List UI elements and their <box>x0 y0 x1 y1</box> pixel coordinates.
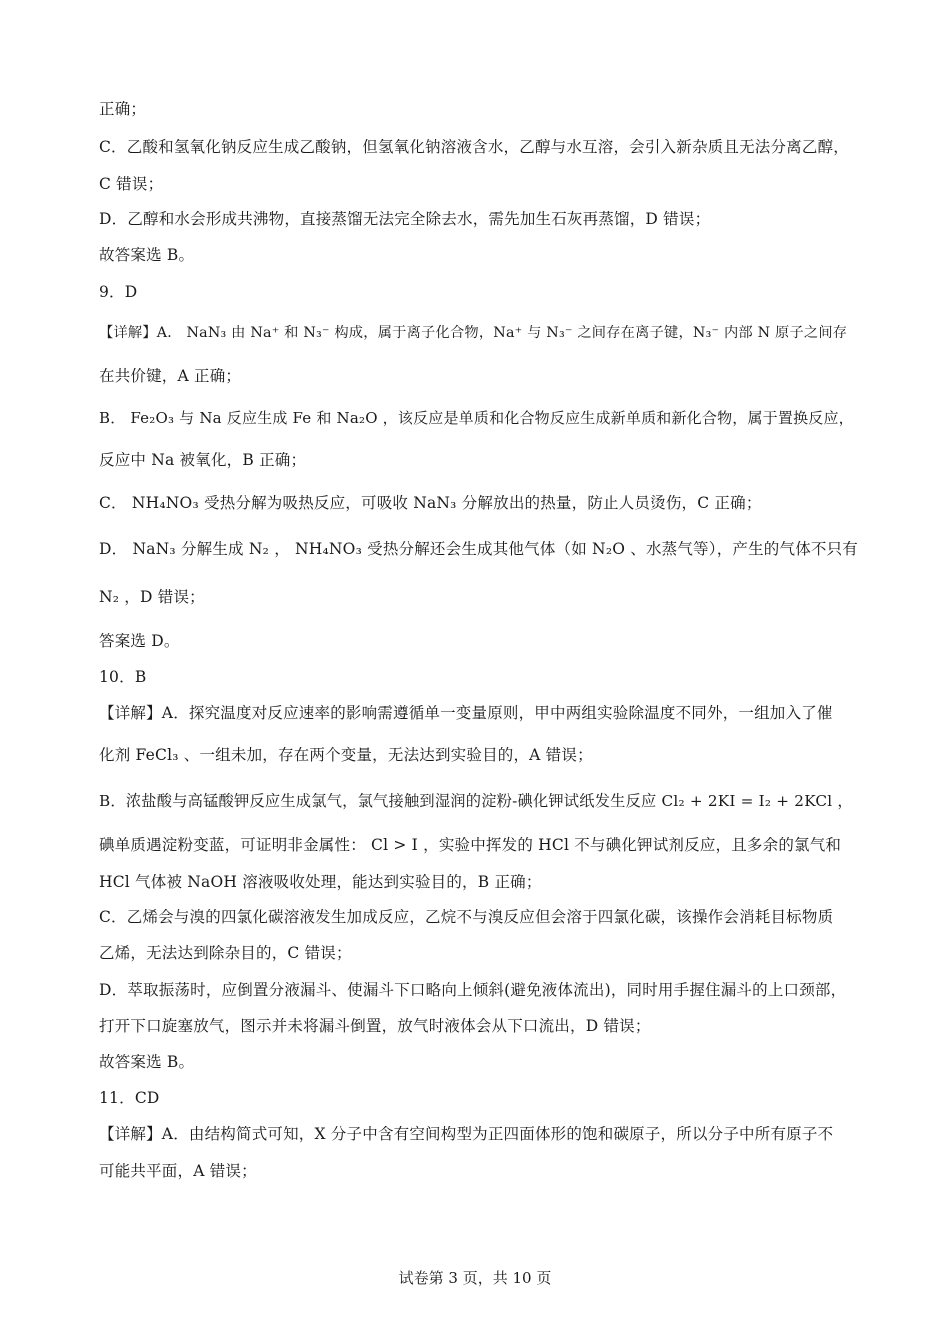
text-line: N₂ ，D 错误； <box>99 588 205 606</box>
text-line: D．乙醇和水会形成共沸物，直接蒸馏无法完全除去水，需先加生石灰再蒸馏，D 错误； <box>99 210 711 228</box>
text-line: 可能共平面，A 错误； <box>99 1162 257 1180</box>
question-number: 9．D <box>99 283 138 301</box>
text-line: C． NH₄NO₃ 受热分解为吸热反应，可吸收 NaN₃ 分解放出的热量，防止人员烫伤，C 正确； <box>99 494 762 512</box>
text-line: B． Fe₂O₃ 与 Na 反应生成 Fe 和 Na₂O ，该反应是单质和化合物反应生成新单质和新化合物，属于置换反应， <box>99 409 854 427</box>
text-line: 碘单质遇淀粉变蓝，可证明非金属性： Cl > I ，实验中挥发的 HCl 不与碘化钾试剂反应，且多余的氯气和 <box>99 836 842 854</box>
text-line: 【详解】A． NaN₃ 由 Na⁺ 和 N₃⁻ 构成，属于离子化合物，Na⁺ 与 N₃⁻ 之间存在离子键，N₃⁻ 内部 N 原子之间存 <box>99 325 848 341</box>
question-number: 10．B <box>99 668 147 686</box>
text-line: 故答案选 B。 <box>99 246 195 264</box>
text-line: 反应中 Na 被氧化，B 正确； <box>99 451 307 469</box>
question-number: 11．CD <box>99 1089 160 1107</box>
text-line: C．乙烯会与溴的四氯化碳溶液发生加成反应，乙烷不与溴反应但会溶于四氯化碳，该操作会消耗目标物质 <box>99 908 834 926</box>
text-line: C．乙酸和氢氧化钠反应生成乙酸钠，但氢氧化钠溶液含水，乙醇与水互溶，会引入新杂质且无法分离乙醇， <box>99 138 849 156</box>
text-line: 打开下口旋塞放气，图示并未将漏斗倒置，放气时液体会从下口流出，D 错误； <box>99 1017 651 1035</box>
text-line: 化剂 FeCl₃ 、一组未加，存在两个变量，无法达到实验目的，A 错误； <box>99 746 593 764</box>
text-line: 答案选 D。 <box>99 632 180 650</box>
text-line: HCl 气体被 NaOH 溶液吸收处理，能达到实验目的，B 正确； <box>99 873 542 891</box>
page-footer: 试卷第 3 页，共 10 页 <box>398 1269 552 1287</box>
text-line: D．萃取振荡时，应倒置分液漏斗、使漏斗下口略向上倾斜(避免液体流出)，同时用手握住漏斗的上口颈部， <box>99 981 847 999</box>
text-line: 故答案选 B。 <box>99 1053 195 1071</box>
text-line: C 错误； <box>99 175 164 193</box>
text-line: D． NaN₃ 分解生成 N₂ ， NH₄NO₃ 受热分解还会生成其他气体（如 N₂O 、水蒸气等），产生的气体不只有 <box>99 540 859 558</box>
text-line: 【详解】A．由结构简式可知，X 分子中含有空间构型为正四面体形的饱和碳原子，所以分子中所有原子不 <box>99 1125 834 1143</box>
text-line: 乙烯，无法达到除杂目的，C 错误； <box>99 944 352 962</box>
text-line: 【详解】A．探究温度对反应速率的影响需遵循单一变量原则，甲中两组实验除温度不同外，一组加入了催 <box>99 704 833 722</box>
text-line: 正确； <box>99 100 147 118</box>
text-line: B．浓盐酸与高锰酸钾反应生成氯气，氯气接触到湿润的淀粉-碘化钾试纸发生反应 Cl₂ + 2KI = I₂ + 2KCl ， <box>99 792 853 810</box>
text-line: 在共价键，A 正确； <box>99 367 242 385</box>
